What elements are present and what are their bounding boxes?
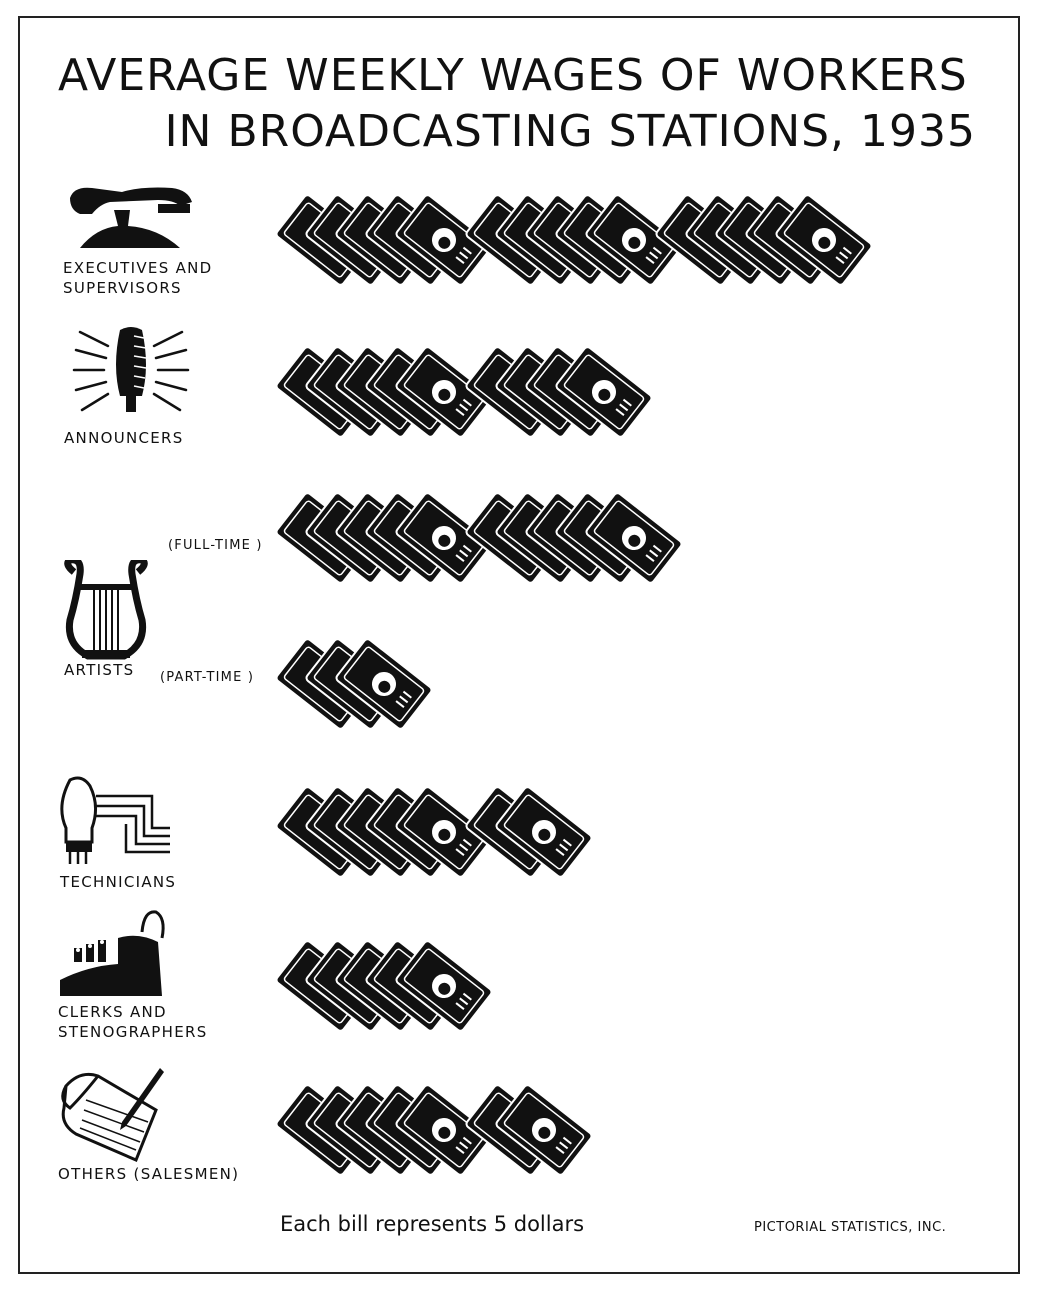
- label-others: OTHERS (SALESMEN): [58, 1165, 240, 1183]
- label-technicians: TECHNICIANS: [60, 873, 177, 891]
- label-clerks: [58, 1002, 208, 1042]
- title-line-1: AVERAGE WEEKLY WAGES OF WORKERS: [58, 50, 968, 101]
- label-announcers: ANNOUNCERS: [64, 429, 184, 447]
- notepad-pen-icon: [56, 1064, 168, 1162]
- label-artists: ARTISTS: [64, 661, 135, 679]
- lyre-icon: [60, 560, 152, 660]
- source-credit: PICTORIAL STATISTICS, INC.: [754, 1220, 947, 1235]
- title-line-2: IN BROADCASTING STATIONS, 1935: [164, 106, 976, 157]
- label-part-time: (PART-TIME ): [160, 670, 255, 685]
- label-clerks-line2: STENOGRAPHERS: [58, 1023, 208, 1041]
- label-full-time: (FULL-TIME ): [168, 538, 263, 553]
- chart-title: [58, 48, 988, 160]
- label-clerks-line1: CLERKS AND: [58, 1003, 167, 1021]
- microphone-icon: [72, 326, 190, 418]
- label-executives-line1: EXECUTIVES AND: [63, 259, 213, 277]
- label-executives-line2: SUPERVISORS: [63, 279, 182, 297]
- vacuum-tube-icon: [56, 776, 174, 868]
- footnote: Each bill represents 5 dollars: [280, 1212, 585, 1236]
- label-executives: [63, 258, 213, 298]
- typewriter-icon: [58, 908, 168, 1000]
- telephone-icon: [62, 182, 202, 252]
